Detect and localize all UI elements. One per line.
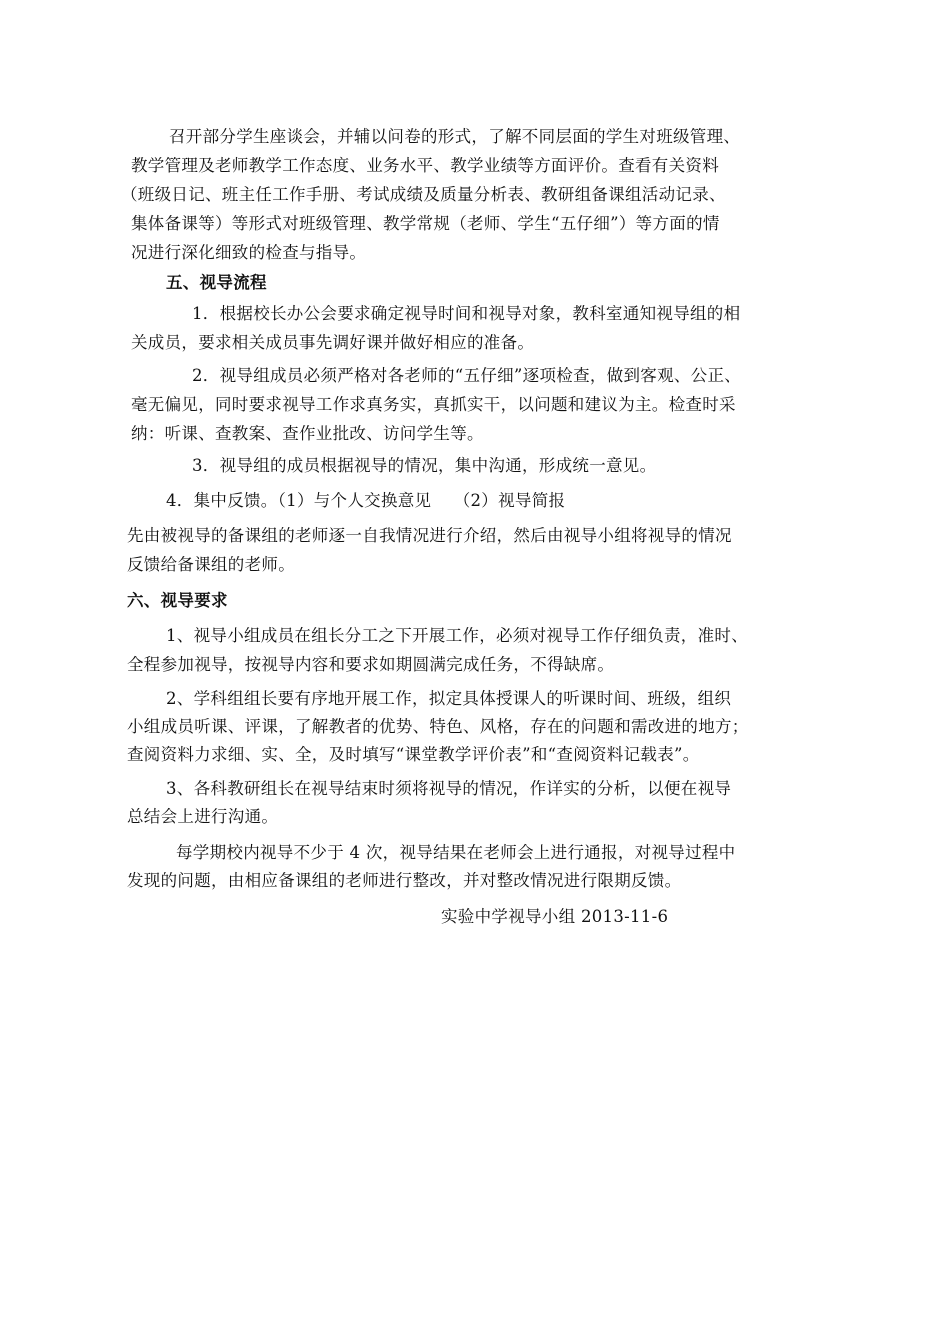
requirement-2-line-3: 查阅资料力求细、实、全，及时填写“课堂教学评价表”和“查阅资料记载表”。 xyxy=(127,745,700,764)
flow-item-1-line-1: 1．根据校长办公会要求确定视导时间和视导对象，教科室通知视导组的相 xyxy=(192,304,741,323)
flow-item-2-line-3: 纳：听课、查教案、查作业批改、访问学生等。 xyxy=(131,424,484,443)
closing-line-2: 发现的问题，由相应备课组的老师进行整改，并对整改情况进行限期反馈。 xyxy=(127,871,682,890)
flow-item-4-detail-line-2: 反馈给备课组的老师。 xyxy=(127,555,295,574)
requirement-1-line-1: 1、视导小组成员在组长分工之下开展工作，必须对视导工作仔细负责，准时、 xyxy=(166,626,748,645)
flow-item-1-line-2: 关成员，要求相关成员事先调好课并做好相应的准备。 xyxy=(131,333,535,352)
intro-line-2: 教学管理及老师教学工作态度、业务水平、教学业绩等方面评价。查看有关资料 xyxy=(131,156,719,175)
requirement-2-line-1: 2、学科组组长要有序地开展工作，拟定具体授课人的听课时间、班级，组织 xyxy=(166,689,732,708)
flow-item-2-line-1: 2．视导组成员必须严格对各老师的“五仔细”逐项检查，做到客观、公正、 xyxy=(192,366,742,385)
flow-item-4: 4．集中反馈。（1）与个人交换意见 （2）视导简报 xyxy=(166,491,566,510)
requirement-3-line-1: 3、各科教研组长在视导结束时须将视导的情况，作详实的分析，以便在视导 xyxy=(166,779,732,798)
flow-item-2-line-2: 毫无偏见，同时要求视导工作求真务实，真抓实干，以问题和建议为主。检查时采 xyxy=(131,395,736,414)
signature: 实验中学视导小组 2013-11-6 xyxy=(441,907,669,926)
intro-line-1: 召开部分学生座谈会，并辅以问卷的形式，了解不同层面的学生对班级管理、 xyxy=(169,127,741,146)
flow-item-3: 3．视导组的成员根据视导的情况，集中沟通，形成统一意见。 xyxy=(192,456,657,475)
closing-line-1: 每学期校内视导不少于 4 次，视导结果在老师会上进行通报，对视导过程中 xyxy=(176,843,736,862)
flow-item-4-detail-line-1: 先由被视导的备课组的老师逐一自我情况进行介绍，然后由视导小组将视导的情况 xyxy=(127,526,732,545)
section-6-heading: 六、视导要求 xyxy=(127,591,228,610)
requirement-2-line-2: 小组成员听课、评课，了解教者的优势、特色、风格，存在的问题和需改进的地方； xyxy=(127,717,749,736)
section-5-heading: 五、视导流程 xyxy=(166,273,267,292)
requirement-3-line-2: 总结会上进行沟通。 xyxy=(127,807,279,826)
intro-line-3: （班级日记、班主任工作手册、考试成绩及质量分析表、教研组备课组活动记录、 xyxy=(121,185,726,204)
intro-line-5: 况进行深化细致的检查与指导。 xyxy=(131,243,367,262)
requirement-1-line-2: 全程参加视导，按视导内容和要求如期圆满完成任务，不得缺席。 xyxy=(127,655,615,674)
intro-line-4: 集体备课等）等形式对班级管理、教学常规（老师、学生“五仔细”）等方面的情 xyxy=(131,214,720,233)
